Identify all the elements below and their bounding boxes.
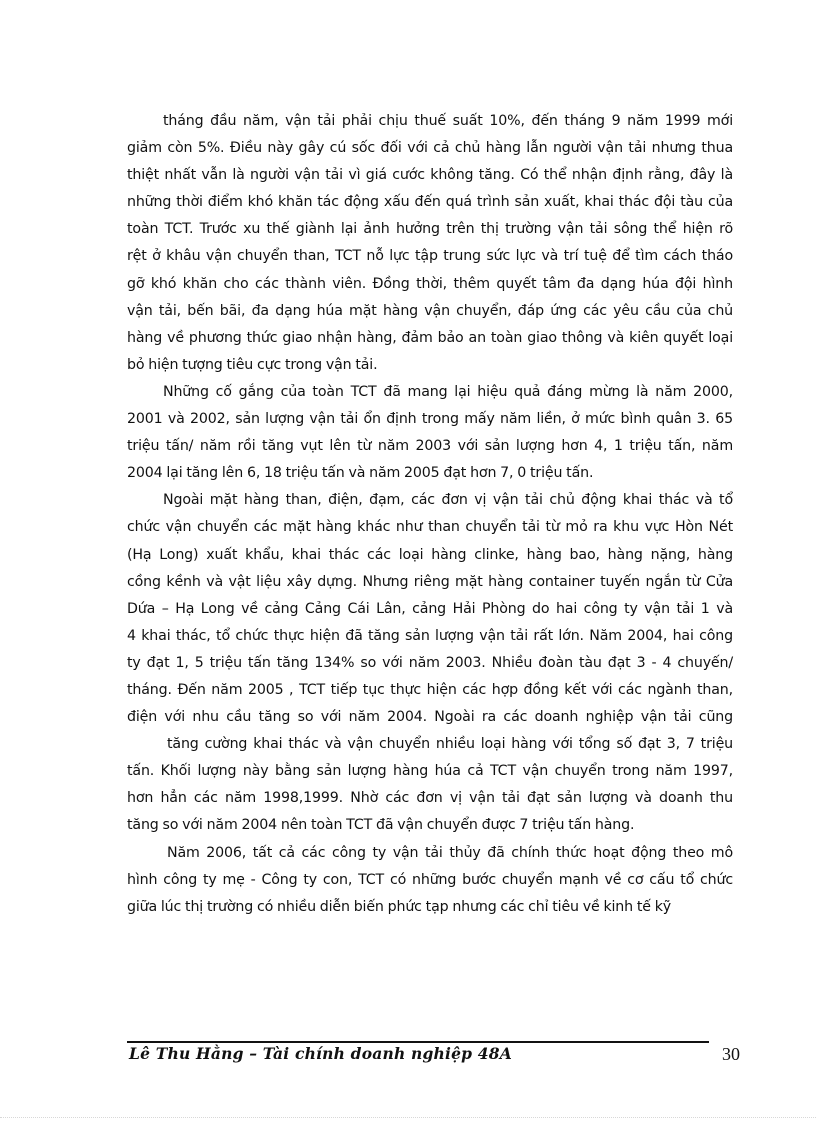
text-line: tấn. Khối lượng này bằng sản lượng hàng húa cả TCT vận chuyển trong năm 1997, (127, 763, 733, 780)
text-line: 2004 lại tăng lên 6, 18 triệu tấn và năm 2005 đạt hơn 7, 0 triệu tấn. (127, 465, 594, 482)
page-bottom-border (0, 1117, 816, 1118)
text-line: Ngoài mặt hàng than, điện, đạm, các đơn vị vận tải chủ động khai thác và tổ (163, 492, 733, 509)
text-line: giữa lúc thị trường có nhiều diễn biến phức tạp nhưng các chỉ tiêu về kinh tế kỹ (127, 898, 672, 915)
text-line: giảm còn 5%. Điều này gây cú sốc đối với cả chủ hàng lẫn người vận tải nhưng thua (127, 140, 733, 157)
text-line: điện với nhu cầu tăng so với năm 2004. Ngoài ra các doanh nghiệp vận tải cũng (127, 709, 733, 726)
text-line: hình công ty mẹ - Công ty con, TCT có những bước chuyển mạnh về cơ cấu tổ chức (127, 871, 733, 888)
text-line: chức vận chuyển các mặt hàng khác như than chuyển tải từ mỏ ra khu vực Hòn Nét (127, 519, 733, 536)
footer-divider (127, 1041, 709, 1043)
text-line: Những cố gắng của toàn TCT đã mang lại hiệu quả đáng mừng là năm 2000, (163, 383, 733, 400)
text-line: tháng. Đến năm 2005 , TCT tiếp tục thực hiện các hợp đồng kết với các ngành than, (127, 681, 733, 698)
text-line: 4 khai thác, tổ chức thực hiện đã tăng sản lượng vận tải rất lớn. Năm 2004, hai công (127, 627, 733, 644)
text-line: cồng kềnh và vật liệu xây dựng. Nhưng riêng mặt hàng container tuyến ngắn từ Cửa (127, 573, 733, 590)
text-line: vận tải, bến bãi, đa dạng húa mặt hàng vận chuyển, đáp ứng các yêu cầu của chủ (127, 302, 733, 319)
text-line: triệu tấn/ năm rồi tăng vụt lên từ năm 2003 với sản lượng hơn 4, 1 triệu tấn, năm (127, 438, 733, 455)
text-line: (Hạ Long) xuất khẩu, khai thác các loại hàng clinke, hàng bao, hàng nặng, hàng (127, 546, 733, 563)
document-body (127, 108, 733, 921)
text-line: hơn hẳn các năm 1998,1999. Nhờ các đơn vị vận tải đạt sản lượng và doanh thu (127, 790, 733, 807)
text-line: Dứa – Hạ Long về cảng Cảng Cái Lân, cảng Hải Phòng do hai công ty vận tải 1 và (127, 600, 733, 617)
text-line: tăng cường khai thác và vận chuyển nhiều loại hàng với tổng số đạt 3, 7 triệu (167, 736, 733, 753)
text-line: ty đạt 1, 5 triệu tấn tăng 134% so với năm 2003. Nhiều đoàn tàu đạt 3 - 4 chuyến/ (127, 654, 733, 671)
text-line: toàn TCT. Trước xu thế giành lại ảnh hưởng trên thị trường vận tải sông thể hiện rõ (127, 221, 733, 238)
text-line: những thời điểm khó khăn tác động xấu đến quá trình sản xuất, khai thác đội tàu của (127, 194, 733, 211)
text-line: rệt ở khâu vận chuyển than, TCT nỗ lực tập trung sức lực và trí tuệ để tìm cách tháo (127, 248, 733, 265)
text-line: tăng so với năm 2004 nên toàn TCT đã vận chuyển được 7 triệu tấn hàng. (127, 817, 635, 834)
page-number: 30 (722, 1044, 740, 1064)
text-line: 2001 và 2002, sản lượng vận tải ổn định trong mấy năm liền, ở mức bình quân 3. 65 (127, 411, 733, 428)
text-line: thiệt nhất vẫn là người vận tải vì giá cước không tăng. Có thể nhận định rằng, đây là (127, 167, 733, 184)
text-line: gỡ khó khăn cho các thành viên. Đồng thời, thêm quyết tâm đa dạng húa đội hình (127, 275, 733, 292)
text-line: Năm 2006, tất cả các công ty vận tải thủy đã chính thức hoạt động theo mô (167, 844, 733, 861)
text-line: tháng đầu năm, vận tải phải chịu thuế suất 10%, đến tháng 9 năm 1999 mới (163, 113, 733, 129)
footer-author: Lê Thu Hằng – Tài chính doanh nghiệp 48A (129, 1044, 512, 1063)
text-line: bỏ hiện tượng tiêu cực trong vận tải. (127, 356, 378, 373)
text-line: hàng về phương thức giao nhận hàng, đảm bảo an toàn giao thông và kiên quyết loại (127, 329, 733, 346)
